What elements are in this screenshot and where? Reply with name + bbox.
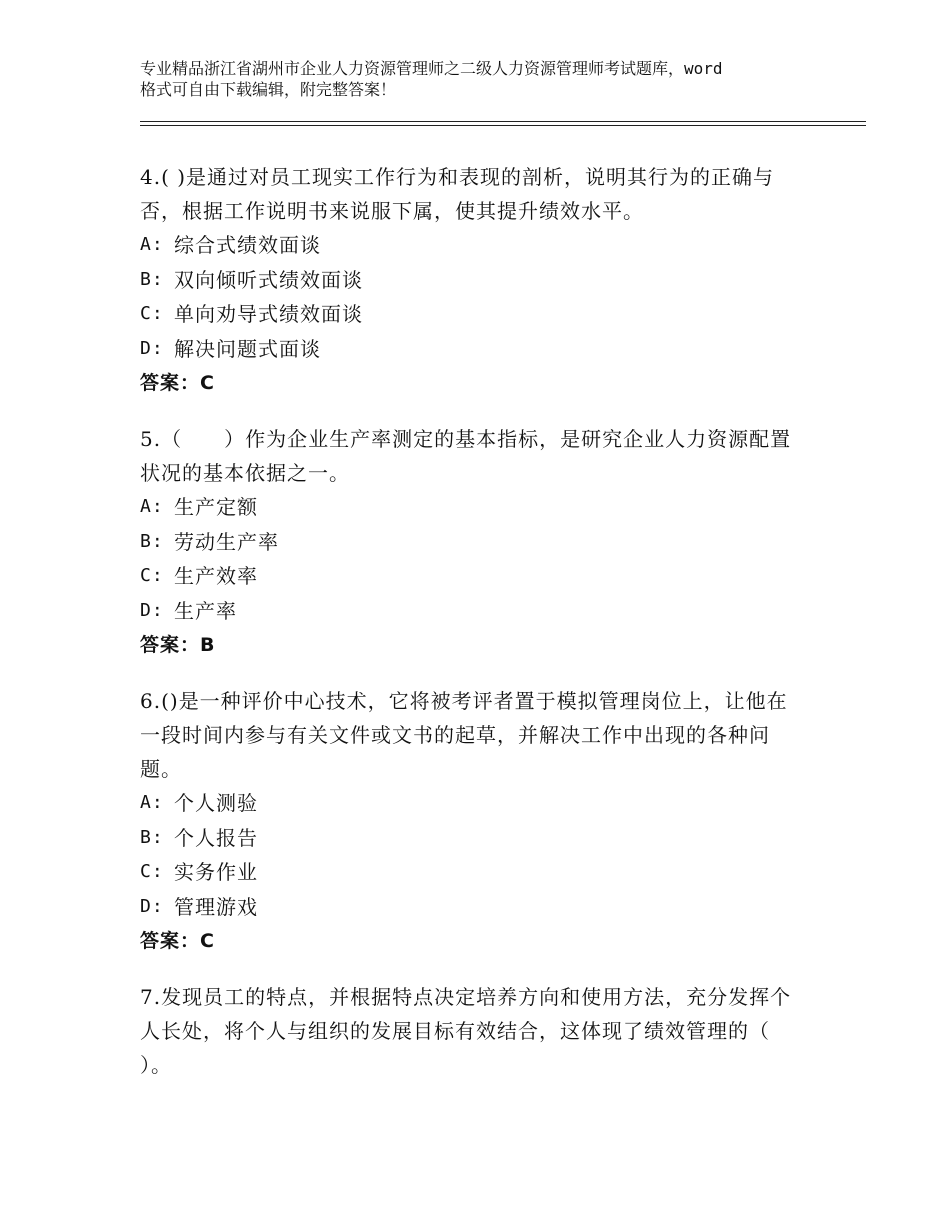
option-a [140,786,800,821]
option-text: 综合式绩效面谈 [174,233,321,257]
option-text: 生产定额 [174,495,258,519]
option-a [140,228,800,263]
option-d [140,594,800,629]
question-stem: 5.（ ）作为企业生产率测定的基本指标，是研究企业人力资源配置状况的基本依据之一。 [140,427,792,485]
option-text: 管理游戏 [174,894,258,919]
question-4 [140,160,800,400]
question-stem: 4.( )是通过对员工现实工作行为和表现的剖析，说明其行为的正确与否，根据工作说明书来说服下属，使其提升绩效水平。 [140,165,775,223]
option-text: 生产率 [174,598,237,623]
option-key: D: [140,337,164,359]
option-key: D: [140,599,164,621]
question-7 [140,980,800,1082]
option-text: 个人报告 [174,825,258,850]
option-b [140,821,800,856]
answer-line: 答案：C [140,372,215,394]
option-text: 个人测验 [174,791,258,815]
option-key: C: [140,303,164,324]
question-6 [140,684,800,958]
option-key: A: [140,234,164,255]
document-header [140,58,840,100]
option-key: C: [140,861,164,882]
answer-line: 答案：B [140,634,216,656]
header-divider-second [140,125,866,126]
option-text: 劳动生产率 [174,529,279,554]
option-d [140,332,800,367]
option-key: A: [140,792,164,813]
option-text: 单向劝导式绩效面谈 [174,302,363,326]
option-a [140,490,800,525]
option-key: C: [140,565,164,586]
option-b [140,263,800,298]
option-text: 双向倾听式绩效面谈 [174,267,363,292]
question-5 [140,422,800,662]
option-key: D: [140,895,164,917]
option-key: B: [140,530,164,552]
option-text: 生产效率 [174,564,258,588]
question-stem: 7.发现员工的特点，并根据特点决定培养方向和使用方法，充分发挥个人长处，将个人与组织的发展目标有效结合，这体现了绩效管理的（ ）。 [140,985,792,1077]
question-list [140,160,800,1104]
option-key: B: [140,268,164,290]
option-c [140,855,800,890]
option-b [140,525,800,560]
option-d [140,890,800,925]
option-c [140,559,800,594]
option-text: 解决问题式面谈 [174,336,321,361]
header-divider [140,121,866,122]
question-stem: 6.()是一种评价中心技术，它将被考评者置于模拟管理岗位上，让他在一段时间内参与有关文件或文书的起草，并解决工作中出现的各种问题。 [140,689,788,781]
header-line-2: 格式可自由下载编辑，附完整答案！ [140,80,397,99]
option-key: B: [140,826,164,848]
option-key: A: [140,496,164,517]
option-text: 实务作业 [174,860,258,884]
option-c [140,297,800,332]
answer-line: 答案：C [140,930,215,952]
header-line-1: 专业精品浙江省湖州市企业人力资源管理师之二级人力资源管理师考试题库，word [140,59,723,78]
